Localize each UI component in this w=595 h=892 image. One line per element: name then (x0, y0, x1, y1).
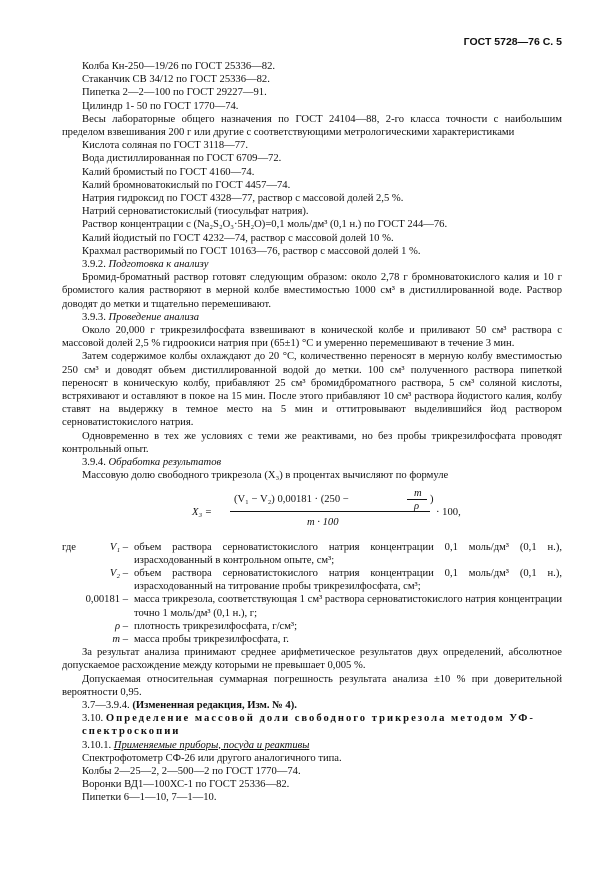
formula-denominator: m · 100 (307, 516, 339, 528)
section-heading-3-10-1 (62, 739, 562, 752)
edition-number: 3.7—3.9.4. (82, 699, 130, 711)
definitions (62, 541, 562, 647)
definition-symbol: m – (112, 633, 128, 645)
definition-row (62, 620, 562, 633)
paragraph: Бромид-броматный раствор готовят следующим образом: около 2,78 г бромноватокислого калия и 10 г бромистого калия растворяют в мерной колбе вместимостью 1000 см³ в дистиллированной воде. Раствор доводят до метки и тщательно перемешивают. (62, 272, 562, 310)
section-title: Подготовка к анализу (108, 259, 209, 271)
balance-paragraph: Весы лабораторные общего назначения по ГОСТ 24104—88, 2-го класса точности с наибольшим пределом взвешивания 200 г или другие с соответствующими метрологическими характеристиками (62, 113, 562, 139)
paragraph: Одновременно в тех же условиях с теми же реактивами, но без пробы трикрезилфосфата проводят контрольный опыт. (62, 430, 562, 455)
formula-tail: · 100, (436, 506, 461, 518)
definition-text: масса пробы трикрезилфосфата, г. (134, 633, 289, 645)
equipment-list (62, 60, 562, 113)
section-heading-3-10 (62, 712, 562, 738)
paragraph: Затем содержимое колбы охлаждают до 20 °С, количественно переносят в мерную колбу вместимостью 250 см³ и доводят объем дистиллированной водой до метки. 100 см³ полученного раствора пипеткой переносят в коническую колбу, прибавляют 25 см³ бромидброматного раствора, 5 см³ соляной кислоты, встряхивают и оставляют в покое на 15 мин. После этого прибавляют 10 см³ раствора йодистого калия, колбу ставят на выдержку в темное место на 5 мин и оттитровывают выделившийся йод раствором серноватистокислого натрия. (62, 351, 562, 429)
section-heading-3-9-2 (62, 258, 562, 271)
section-title: Определение массовой доли свободного трикрезола методом УФ-спектроскопии (82, 713, 535, 738)
list-item: Калий йодистый по ГОСТ 4232—74, раствор с массовой долей 10 %. (82, 232, 394, 244)
document-body (62, 60, 562, 805)
definition-row (62, 633, 562, 646)
definition-text: объем раствора серноватистокислого натрия концентрации 0,1 моль/дм³ (0,1 н.), израсходованный на титрование пробы трикрезилфосфата, см³; (134, 567, 562, 593)
section-heading-3-9-3 (62, 311, 562, 324)
list-item: Пипетка 2—2—100 по ГОСТ 29227—91. (82, 87, 267, 99)
section-heading-3-9-4 (62, 456, 562, 469)
definition-text: плотность трикрезилфосфата, г/см³; (134, 620, 298, 632)
definition-text: объем раствора серноватистокислого натрия концентрации 0,1 моль/дм³ (0,1 н.), израсходованный в контрольном опыте, см³; (134, 541, 562, 566)
section-number: 3.9.2. (82, 259, 106, 271)
paragraph: Около 20,000 г трикрезилфосфата взвешивают в конической колбе и приливают 50 см³ раствора с массовой долей 2,5 % гидроокиси натрия при (65±1) °С и умеренно перемешивают в течение 3 мин. (62, 325, 562, 350)
list-item: Кислота соляная по ГОСТ 3118—77. (82, 140, 248, 152)
section-title: Проведение анализа (108, 311, 200, 323)
formula-close: ) (430, 493, 434, 505)
section-number: 3.9.3. (82, 311, 106, 323)
where-label: где (62, 541, 76, 553)
list-item: Раствор концентрации c (Na₂S₂O₃·5H₂O)=0,1 моль/дм³ (0,1 н.) по ГОСТ 244—76. (82, 219, 448, 231)
paragraph: Допускаемая относительная суммарная погрешность результата анализа ±10 % при доверительной вероятности 0,95. (62, 673, 562, 698)
instrument-list (62, 752, 562, 805)
formula-numerator: (V₁ − V₂) 0,00181 · (250 − (234, 493, 349, 505)
formula-inner-den: ρ (414, 500, 420, 512)
definition-row (62, 541, 562, 567)
page-header: ГОСТ 5728—76 С. 5 (463, 36, 562, 48)
section-title: Обработка результатов (108, 457, 222, 469)
formula-lhs: X₃ = (192, 506, 212, 518)
definition-symbol: V₁ – (109, 541, 128, 553)
formula-inner-num: m (414, 487, 422, 499)
definition-row (62, 567, 562, 593)
definition-symbol: 0,00181 – (85, 594, 128, 606)
list-item: Крахмал растворимый по ГОСТ 10163—76, раствор с массовой долей 1 %. (82, 245, 421, 257)
list-item: Стаканчик СВ 34/12 по ГОСТ 25336—82. (82, 74, 270, 86)
list-item: Колба Кн-250—19/26 по ГОСТ 25336—82. (82, 61, 276, 72)
formula-x3 (62, 489, 562, 537)
list-item: Калий бромноватокислый по ГОСТ 4457—74. (82, 179, 291, 191)
edition-text: (Измененная редакция, Изм. № 4). (132, 699, 297, 711)
reagent-list (62, 139, 562, 258)
definition-symbol: ρ – (114, 620, 128, 632)
list-item: Пипетки 6—1—10, 7—1—10. (82, 792, 217, 804)
section-title: Применяемые приборы, посуда и реактивы (113, 739, 310, 751)
list-item: Колбы 2—25—2, 2—500—2 по ГОСТ 1770—74. (82, 765, 301, 777)
paragraph: Массовую долю свободного трикрезола (X₃) в процентах вычисляют по формуле (82, 470, 449, 482)
list-item: Натрия гидроксид по ГОСТ 4328—77, раствор с массовой долей 2,5 %. (82, 193, 404, 205)
section-number: 3.10. (82, 713, 104, 725)
definition-text: масса трикрезола, соответствующая 1 см³ раствора серноватистокислого натрия концентрации точно 1 моль/дм³ (0,1 н.), г; (134, 594, 562, 619)
list-item: Воронки ВД1—100ХС-1 по ГОСТ 25336—82. (82, 779, 290, 791)
list-item: Спектрофотометр СФ-26 или другого аналогичного типа. (82, 752, 342, 764)
fraction-bar (230, 511, 430, 512)
paragraph: За результат анализа принимают среднее арифметическое результатов двух определений, абсолютное допускаемое расхождение между которыми не превышает 0,005 %. (62, 647, 562, 672)
list-item: Калий бромистый по ГОСТ 4160—74. (82, 166, 255, 178)
section-number: 3.10.1. (82, 739, 112, 751)
definition-symbol: V₂ – (109, 567, 128, 579)
definition-row (62, 593, 562, 619)
edition-note (62, 699, 562, 712)
list-item: Цилиндр 1- 50 по ГОСТ 1770—74. (82, 100, 239, 112)
list-item: Натрий серноватистокислый (тиосульфат натрия). (82, 206, 309, 218)
section-number: 3.9.4. (82, 457, 106, 469)
list-item: Вода дистиллированная по ГОСТ 6709—72. (82, 153, 282, 165)
